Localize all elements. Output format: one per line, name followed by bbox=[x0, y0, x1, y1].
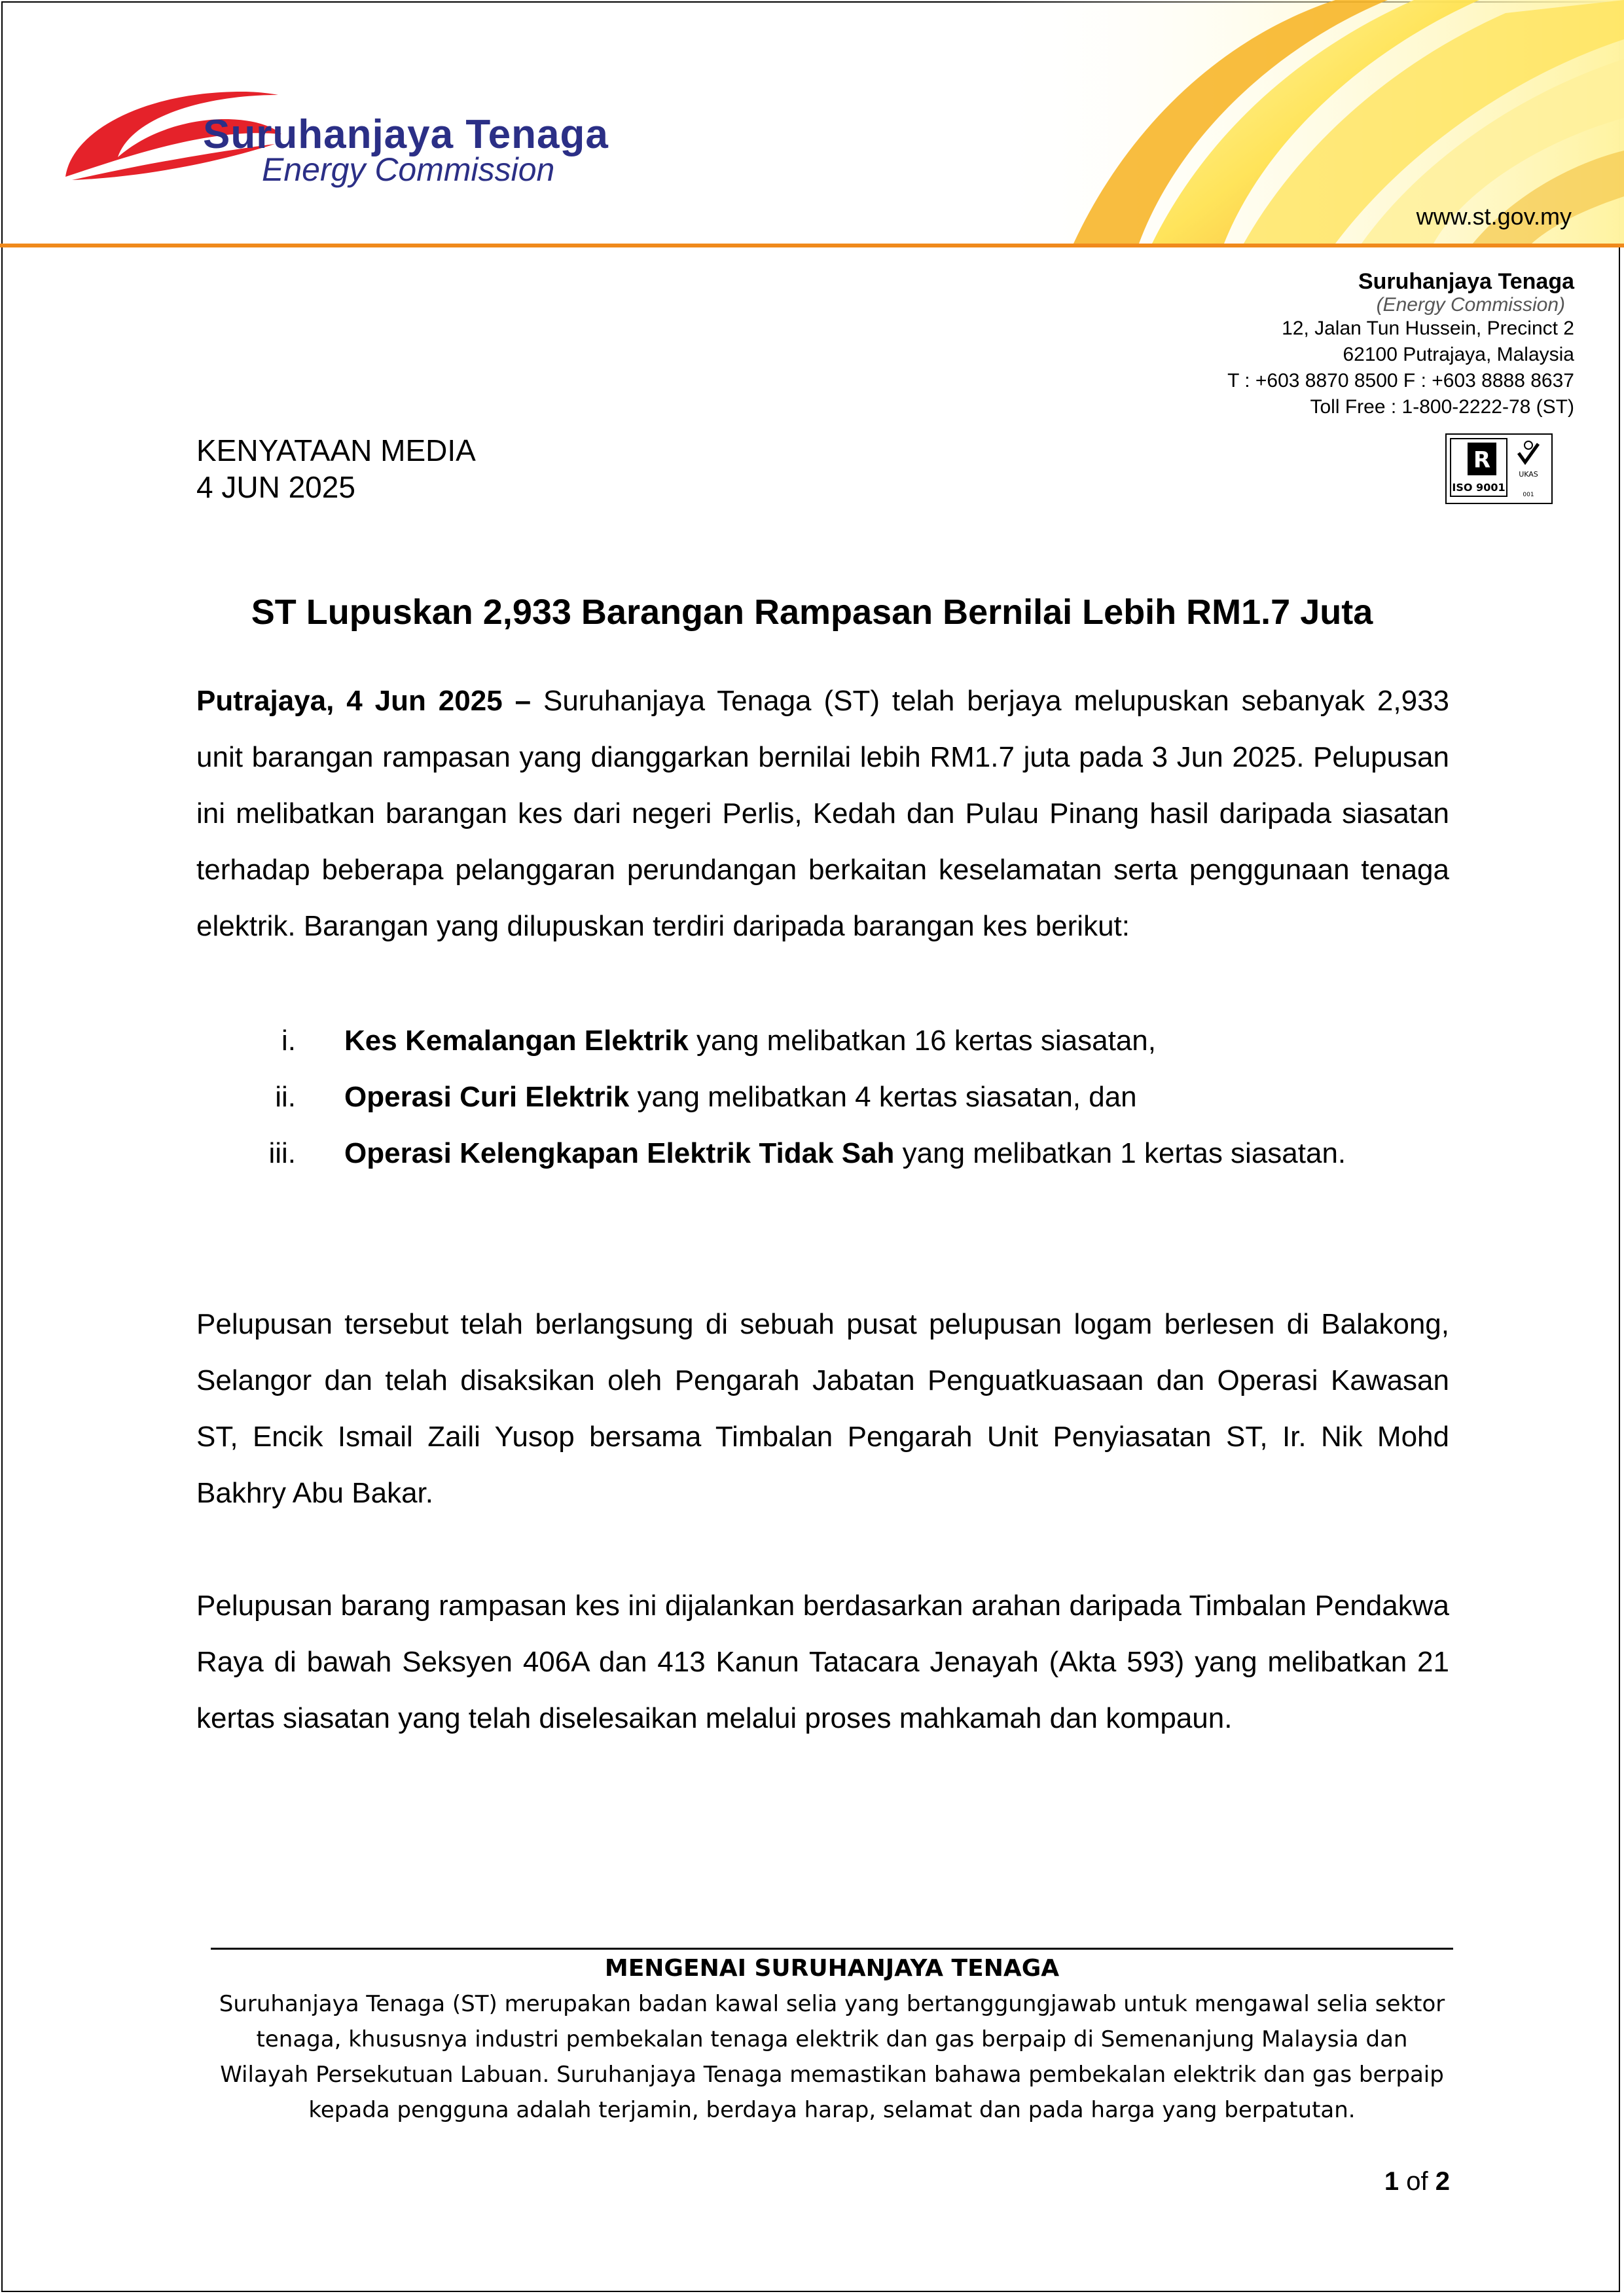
address-phone: T : +603 8870 8500 F : +603 8888 8637 bbox=[1227, 370, 1574, 392]
ukas-code: 001 bbox=[1523, 492, 1534, 498]
press-release-title: ST Lupuskan 2,933 Barangan Rampasan Bernilai Lebih RM1.7 Juta bbox=[251, 592, 1373, 632]
statement-header bbox=[196, 432, 476, 505]
logo-name: Suruhanjaya Tenaga bbox=[203, 112, 609, 157]
address-org: Suruhanjaya Tenaga bbox=[1358, 269, 1574, 294]
paragraph-2: Pelupusan tersebut telah berlangsung di sebuah pusat pelupusan logam berlesen di Balakong, Selangor dan telah disaksikan oleh Pengarah Jabatan Penguatkuasaan dan Operasi Kawasan ST, Encik Ismail Zaili Yusop bersama Timbalan Pengarah Unit Penyiasatan ST, Ir. Nik Mohd Bakhry Abu Bakar. bbox=[196, 1308, 1449, 1509]
list-item-text: yang melibatkan 4 kertas siasatan, dan bbox=[629, 1081, 1137, 1113]
list-item-number: i. bbox=[281, 1025, 296, 1057]
statement-type: KENYATAAN MEDIA bbox=[196, 433, 476, 467]
about-section bbox=[211, 1951, 1453, 2128]
address-line-1: 12, Jalan Tun Hussein, Precinct 2 bbox=[1282, 318, 1574, 339]
page-current: 1 bbox=[1384, 2167, 1399, 2196]
list-item-bold: Operasi Kelengkapan Elektrik Tidak Sah bbox=[344, 1137, 895, 1169]
page-number bbox=[1384, 2167, 1450, 2196]
list-item bbox=[196, 1069, 1449, 1125]
list-item-bold: Kes Kemalangan Elektrik bbox=[344, 1025, 689, 1057]
iso-certification-badge-icon bbox=[1445, 433, 1553, 504]
paragraph-1-text: Suruhanjaya Tenaga (ST) telah berjaya melupuskan sebanyak 2,933 unit barangan rampasan yang dianggarkan bernilai lebih RM1.7 juta pada 3 Jun 2025. Pelupusan ini melibatkan barangan kes dari negeri Perlis, Kedah dan Pulau Pinang hasil daripada siasatan terhadap beberapa pelanggaran perundangan berkaitan keselamatan serta penggunaan tenaga elektrik. Barangan yang dilupuskan terdiri daripada barangan kes berikut: bbox=[196, 685, 1450, 942]
list-item-number: iii. bbox=[268, 1137, 296, 1169]
header-divider bbox=[0, 244, 1624, 247]
page-of: of bbox=[1406, 2167, 1428, 2196]
statement-date: 4 JUN 2025 bbox=[196, 470, 355, 504]
about-title: MENGENAI SURUHANJAYA TENAGA bbox=[604, 1955, 1060, 1982]
about-text: Suruhanjaya Tenaga (ST) merupakan badan kawal selia yang bertanggungjawab untuk mengawal selia sektor tenaga, khususnya industri pembekalan tenaga elektrik dan gas berpaip di Semenanjung Malaysia dan Wilayah Persekutuan Labuan. Suruhanjaya Tenaga memastikan bahawa pembekalan elektrik dan gas berpaip kepada pengguna adalah terjamin, berdaya harap, selamat dan pada harga yang berpatutan. bbox=[219, 1991, 1445, 2123]
iso-label: ISO 9001 bbox=[1452, 481, 1506, 494]
list-item-text: yang melibatkan 16 kertas siasatan, bbox=[688, 1025, 1156, 1057]
address-line-2: 62100 Putrajaya, Malaysia bbox=[1343, 344, 1574, 365]
ukas-label: UKAS bbox=[1519, 470, 1538, 479]
list-item-bold: Operasi Curi Elektrik bbox=[344, 1081, 630, 1113]
iso-certified-text: CERTIFIED bbox=[1467, 446, 1473, 473]
paragraph-3: Pelupusan barang rampasan kes ini dijalankan berdasarkan arahan daripada Timbalan Pendakwa Raya di bawah Seksyen 406A dan 413 Kanun Tatacara Jenayah (Akta 593) yang melibatkan 21 kertas siasatan yang telah diselesaikan melalui proses mahkamah dan kompaun. bbox=[196, 1590, 1449, 1734]
footer-divider bbox=[211, 1948, 1453, 1950]
address-org-en: (Energy Commission) bbox=[1376, 294, 1565, 316]
address-tollfree: Toll Free : 1-800-2222-78 (ST) bbox=[1310, 396, 1574, 418]
website-link[interactable]: www.st.gov.my bbox=[1416, 203, 1572, 230]
list-item bbox=[196, 1125, 1449, 1182]
list-item bbox=[196, 1013, 1449, 1069]
paragraph-1 bbox=[196, 673, 1449, 955]
seized-items-list bbox=[196, 1013, 1449, 1182]
list-item-text: yang melibatkan 1 kertas siasatan. bbox=[894, 1137, 1346, 1169]
paragraph-1-lead: Putrajaya, 4 Jun 2025 – bbox=[196, 685, 532, 717]
list-item-number: ii. bbox=[275, 1081, 296, 1113]
address-block bbox=[1227, 268, 1574, 420]
page-total: 2 bbox=[1435, 2167, 1450, 2196]
logo-subtitle: Energy Commission bbox=[262, 151, 555, 188]
svg-text:R: R bbox=[1473, 447, 1491, 473]
